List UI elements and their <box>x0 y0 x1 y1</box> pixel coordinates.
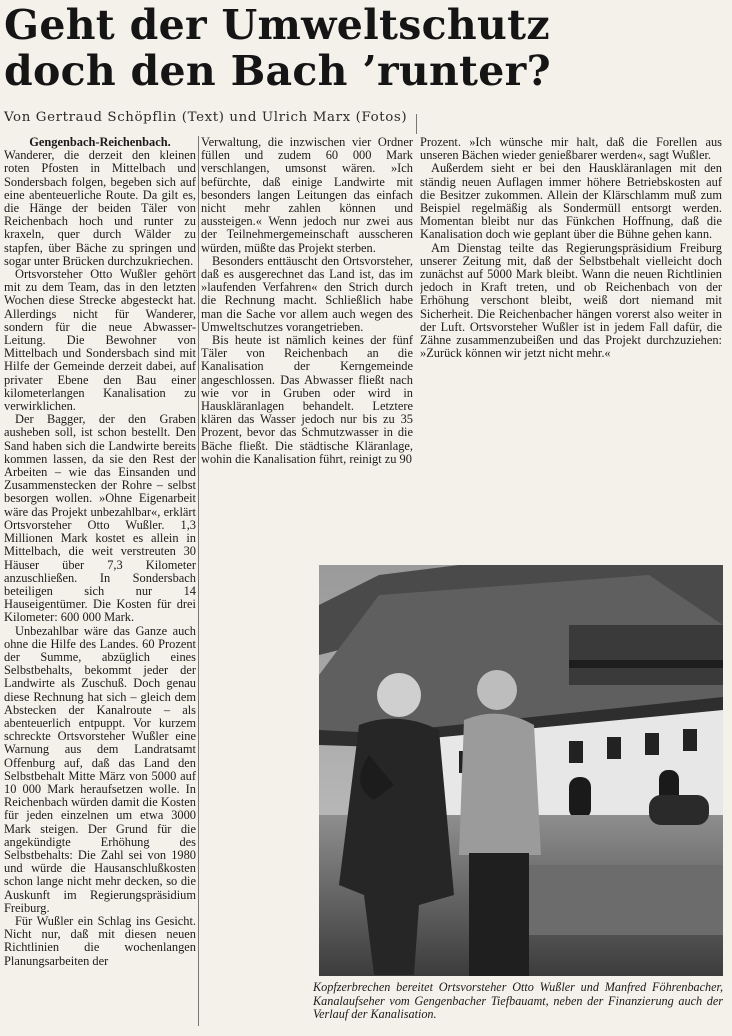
door <box>569 777 591 819</box>
paragraph: Unbezahlbar wäre das Ganze auch ohne die Hilfe des Landes. 60 Prozent der Summe, abzüglich eines Selbstbehalts, bekommt jeder der Landwirte als Zuschuß. Doch genau diese Rechnung hat sich – gleich dem Abstecken der Kanalroute – als abenteuerlich entpuppt. Vor kurzem schreckte Ortsvorsteher Wußler eine Warnung aus dem Landratsamt Offenburg auf, daß das Land den Selbstbehalt Mitte März von 5000 auf 10 000 Mark heraufsetzen wolle. In Reichenbach würden damit die Kosten für jeden einzelnen um etwa 3000 Mark steigen. Der Grund für die angekündigte Erhöhung des Selbstbehalts: Die Zahl sei von 1980 und würde die Hausanschlußkosten schon lange nicht mehr decken, so die Auskunft im Regierungspräsidium Freiburg. <box>4 623 196 915</box>
person-right-trousers <box>469 853 529 976</box>
news-photo <box>319 565 723 976</box>
paragraph: Außerdem sieht er bei den Hauskläranlagen mit den ständig neuen Auflagen immer höhere Betriebskosten auf die Besitzer zukommen. Allein der Klärschlamm muß zum Beispiel regelmäßig als Sondermüll entsorgt werden. Momentan bleibt nur das Fünkchen Hoffnung, daß die Kanalisation doch wie geplant über die Bühne gehen kann. <box>420 161 722 242</box>
window <box>683 729 697 751</box>
paragraph: Am Dienstag teilte das Regierungspräsidium Freiburg unserer Zeitung mit, daß der Selbstbehalt vielleicht doch zunächst auf 5000 Mark bleibt. Wann die neuen Richtlinien jedoch in Kraft treten, und ob Reichenbach von der Erhöhung verschont bleibt, weiß dort niemand mit Sicherheit. Die Reichenbacher hängen vorerst also weiter in der Luft. Ortsvorsteher Wußler ist in jedem Fall dafür, die Zähne zusammenzubeißen und das Projekt durchzuziehen: »Zurück können wir jetzt nicht mehr.« <box>420 240 722 361</box>
paragraph: Prozent. »Ich wünsche mir halt, daß die Forellen aus unseren Bächen wieder genießbarer werden«, sagt Wußler. <box>420 136 722 163</box>
shrub <box>649 795 709 825</box>
byline: Von Gertraud Schöpflin (Text) und Ulrich Marx (Fotos) <box>4 110 408 125</box>
article-column-2 <box>201 136 413 548</box>
column-divider <box>198 136 199 1026</box>
headline <box>4 2 724 94</box>
headline-line-1: Geht der Umweltschutz <box>4 1 550 49</box>
headline-line-2: doch den Bach ’runter? <box>4 47 551 95</box>
person-left-head <box>377 673 421 717</box>
photo-caption: Kopfzerbrechen bereitet Ortsvorsteher Otto Wußler und Manfred Föhrenbacher, Kanalaufseher vom Gengenbacher Tiefbauamt, neben der Finanzierung auch der Verlauf der Kanalisation. <box>313 980 723 1022</box>
column-divider-top <box>416 114 417 134</box>
article-column-1 <box>4 136 196 1026</box>
balcony <box>569 625 723 685</box>
photo-scene <box>319 565 723 976</box>
paragraph: Wanderer, die derzeit den kleinen roten Pfosten in Mittelbach und Sondersbach folgen, begeben sich auf eine abenteuerliche Route. Da gilt es, die Hänge der beiden Täler von Reichenbach hoch und runter zu kraxeln, quer durch Wälder zu stapfen, über Bäche zu springen und sogar unter Brücken durchzukriechen. <box>4 148 196 268</box>
article-column-3 <box>420 136 722 561</box>
paragraph: Bis heute ist nämlich keines der fünf Täler von Reichenbach an die Kanalisation der Kerngemeinde angeschlossen. Das Abwasser fließt nach wie vor in Gruben oder wird in Hauskläranlagen behandelt. Letztere klären das Wasser jedoch nur bis zu 35 Prozent, bevor das Schmutzwasser in die Bäche fließt. Die städtische Kläranlage, wohin die Kanalisation führt, reinigt zu 90 <box>201 333 413 466</box>
person-right-jacket <box>459 714 541 855</box>
paragraph: Der Bagger, der den Graben ausheben soll, ist schon bestellt. Den Sand haben sich die Landwirte bereits kommen lassen, da sie den Rest der Arbeiten – wie das Einsanden und Zusammenstecken der Rohre – selbst besorgen wollen. »Ohne Eigenarbeit wäre das Projekt unbezahlbar«, erklärt Ortsvorsteher Otto Wußler. 1,3 Millionen Mark kostet es allein in Mittelbach, die weit verstreuten 30 Häuser über 7,3 Kilometer anzuschließen. In Sondersbach beteiligen sich nur 14 Hauseigentümer. Die Kosten für drei Kilometer: 600 000 Mark. <box>4 412 196 625</box>
person-right-head <box>477 670 517 710</box>
balcony-rail <box>569 660 723 668</box>
window <box>645 733 659 755</box>
dateline: Gengenbach-Reichenbach. <box>29 136 171 149</box>
paragraph: Verwaltung, die inzwischen vier Ordner füllen und zudem 60 000 Mark verschlangen, umsonst wären. »Ich befürchte, daß einige Landwirte mit besonders langen Leitungen das einfach nicht mehr zahlen können und aussteigen.« Wenn jedoch nur zwei aus der Teilnehmergemeinschaft ausscheren würden, müßte das Projekt sterben. <box>201 136 413 255</box>
paragraph: Ortsvorsteher Otto Wußler gehört mit zu dem Team, das in den letzten Wochen diese Strecke abgesteckt hat. Allerdings nicht für Wanderer, sondern für die neue Abwasser-Leitung. Die Bewohner von Mittelbach und Sondersbach sind mit Hilfe der Gemeinde derzeit dabei, auf privater Ebene den Bau einer kilometerlangen Kanalisation zu verwirklichen. <box>4 267 196 414</box>
paragraph: Für Wußler ein Schlag ins Gesicht. Nicht nur, daß mit diesen neuen Richtlinien die wochenlangen Planungsarbeiten der <box>4 913 196 968</box>
paragraph: Besonders enttäuscht den Ortsvorsteher, daß es ausgerechnet das Land ist, das im »laufenden Verfahren« den Strich durch die Rechnung macht. Schließlich habe man die Sache vor allem auch wegen des Umweltschutzes vorangetrieben. <box>201 253 413 334</box>
window <box>569 741 583 763</box>
window <box>607 737 621 759</box>
